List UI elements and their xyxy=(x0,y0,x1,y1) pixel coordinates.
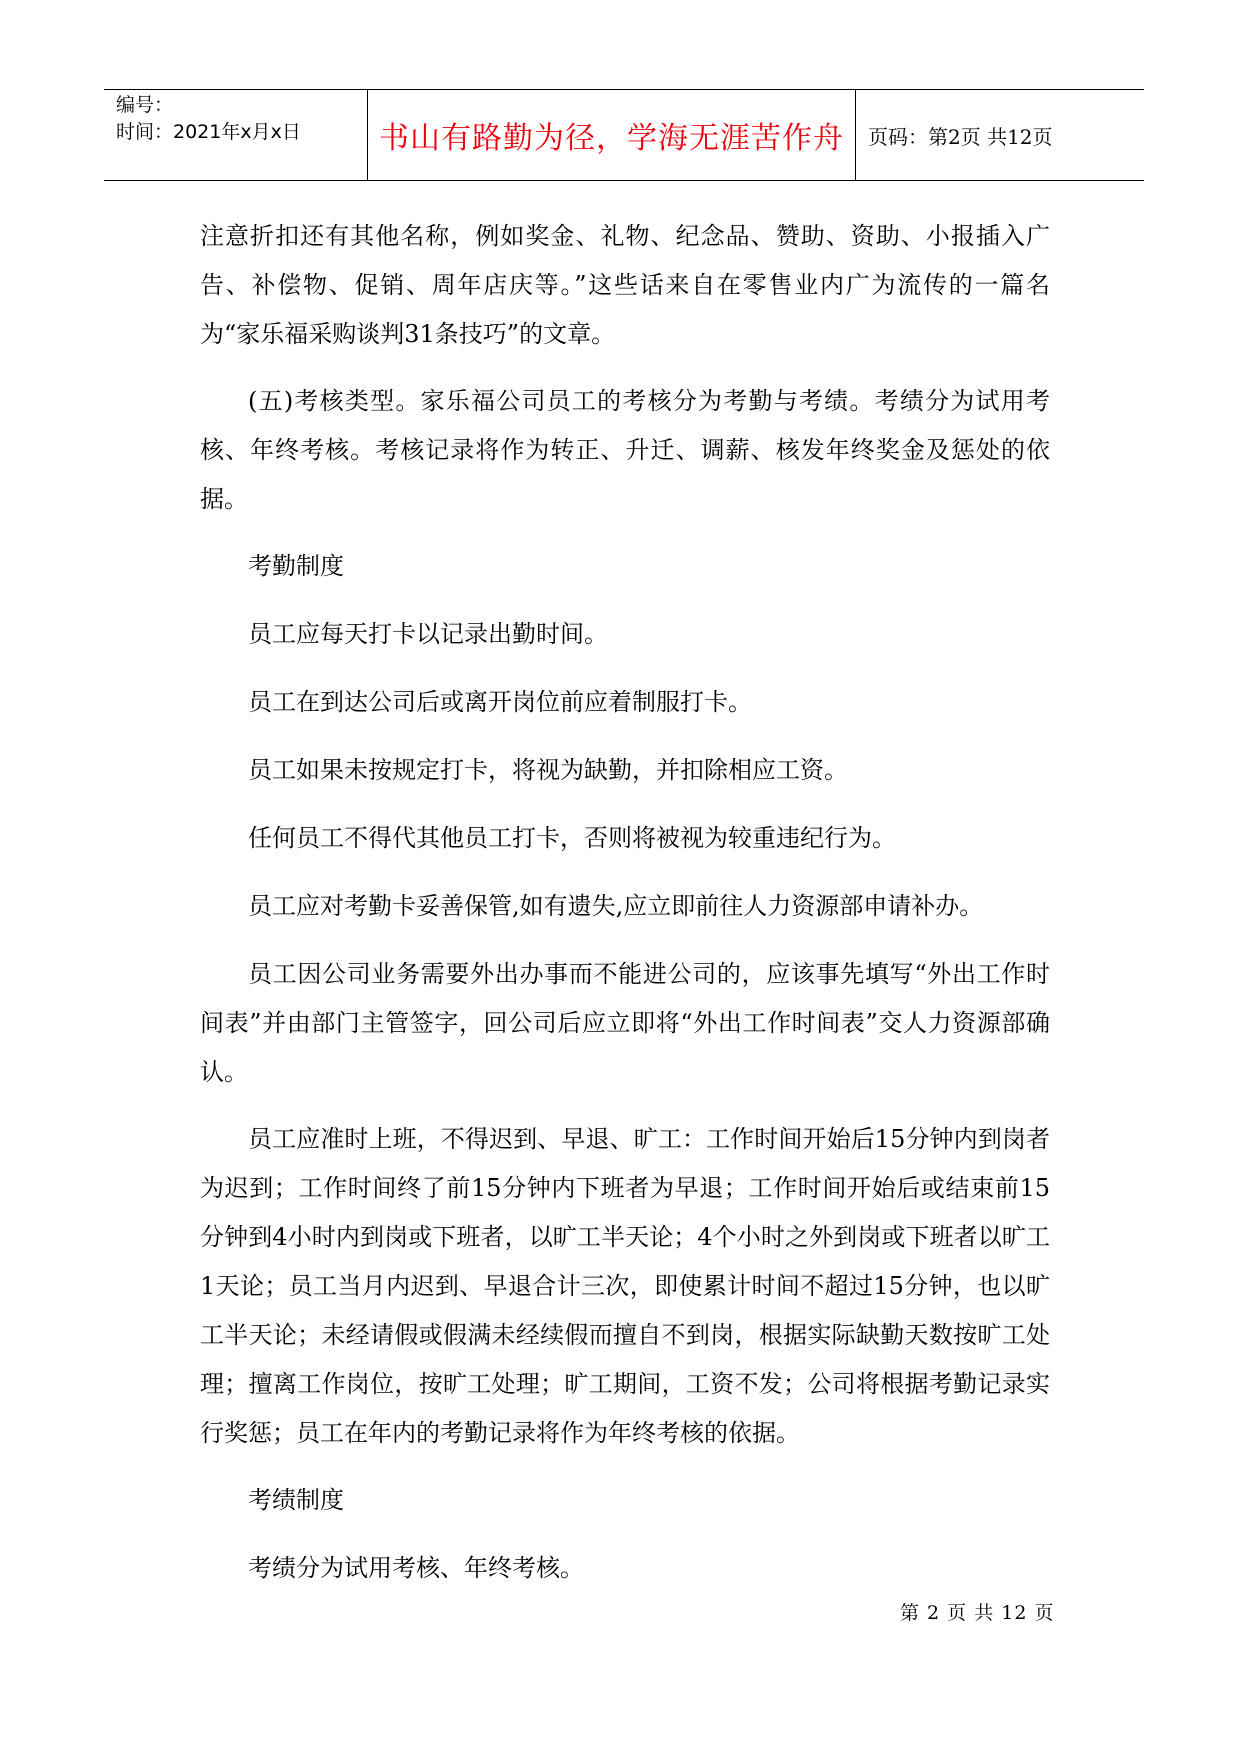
paragraph-attendance-rule-1: 员工应每天打卡以记录出勤时间。 xyxy=(248,620,608,648)
document-number-label: 编号： xyxy=(116,94,174,116)
document-body xyxy=(200,212,1050,1612)
page-header xyxy=(104,89,1144,181)
paragraph-attendance-rule-6: 员工因公司业务需要外出办事而不能进公司的，应该事先填写“外出工作时间表”并由部门主管签字，回公司后应立即将“外出工作时间表”交人力资源部确认。 xyxy=(200,960,1050,1086)
document-time-label: 时间：2021年x月x日 xyxy=(116,121,301,143)
heading-attendance-system: 考勤制度 xyxy=(248,552,344,580)
paragraph-attendance-rule-4: 任何员工不得代其他员工打卡，否则将被视为较重违纪行为。 xyxy=(248,824,896,852)
paragraph-performance-rule-1: 考绩分为试用考核、年终考核。 xyxy=(248,1554,584,1582)
paragraph-discount-names: 注意折扣还有其他名称，例如奖金、礼物、纪念品、赞助、资助、小报插入广告、补偿物、促销、周年店庆等。”这些话来自在零售业内广为流传的一篇名为“家乐福采购谈判31条技巧”的文章。 xyxy=(200,222,1050,348)
header-page-label: 页码：第2页 共12页 xyxy=(868,124,1053,149)
paragraph-attendance-rule-7: 员工应准时上班，不得迟到、早退、旷工：工作时间开始后15分钟内到岗者为迟到；工作时间终了前15分钟内下班者为早退；工作时间开始后或结束前15分钟到4小时内到岗或下班者，以旷工半天论；4个小时之外到岗或下班者以旷工1天论；员工当月内迟到、早退合计三次，即使累计时间不超过15分钟，也以旷工半天论；未经请假或假满未经续假而擅自不到岗，根据实际缺勤天数按旷工处理；擅离工作岗位，按旷工处理；旷工期间，工资不发；公司将根据考勤记录实行奖惩；员工在年内的考勤记录将作为年终考核的依据。 xyxy=(200,1125,1050,1447)
paragraph-attendance-rule-2: 员工在到达公司后或离开岗位前应着制服打卡。 xyxy=(248,688,752,716)
page-footer: 第 2 页 共 12 页 xyxy=(900,1602,1055,1624)
header-meta xyxy=(104,90,368,180)
header-motto: 书山有路勤为径，学海无涯苦作舟 xyxy=(368,90,856,180)
heading-performance-system: 考绩制度 xyxy=(248,1486,344,1514)
paragraph-attendance-rule-3: 员工如果未按规定打卡，将视为缺勤，并扣除相应工资。 xyxy=(248,756,848,784)
paragraph-assessment-types: (五)考核类型。家乐福公司员工的考核分为考勤与考绩。考绩分为试用考核、年终考核。考核记录将作为转正、升迁、调薪、核发年终奖金及惩处的依据。 xyxy=(200,387,1050,513)
paragraph-attendance-rule-5: 员工应对考勤卡妥善保管,如有遗失,应立即前往人力资源部申请补办。 xyxy=(248,892,984,920)
